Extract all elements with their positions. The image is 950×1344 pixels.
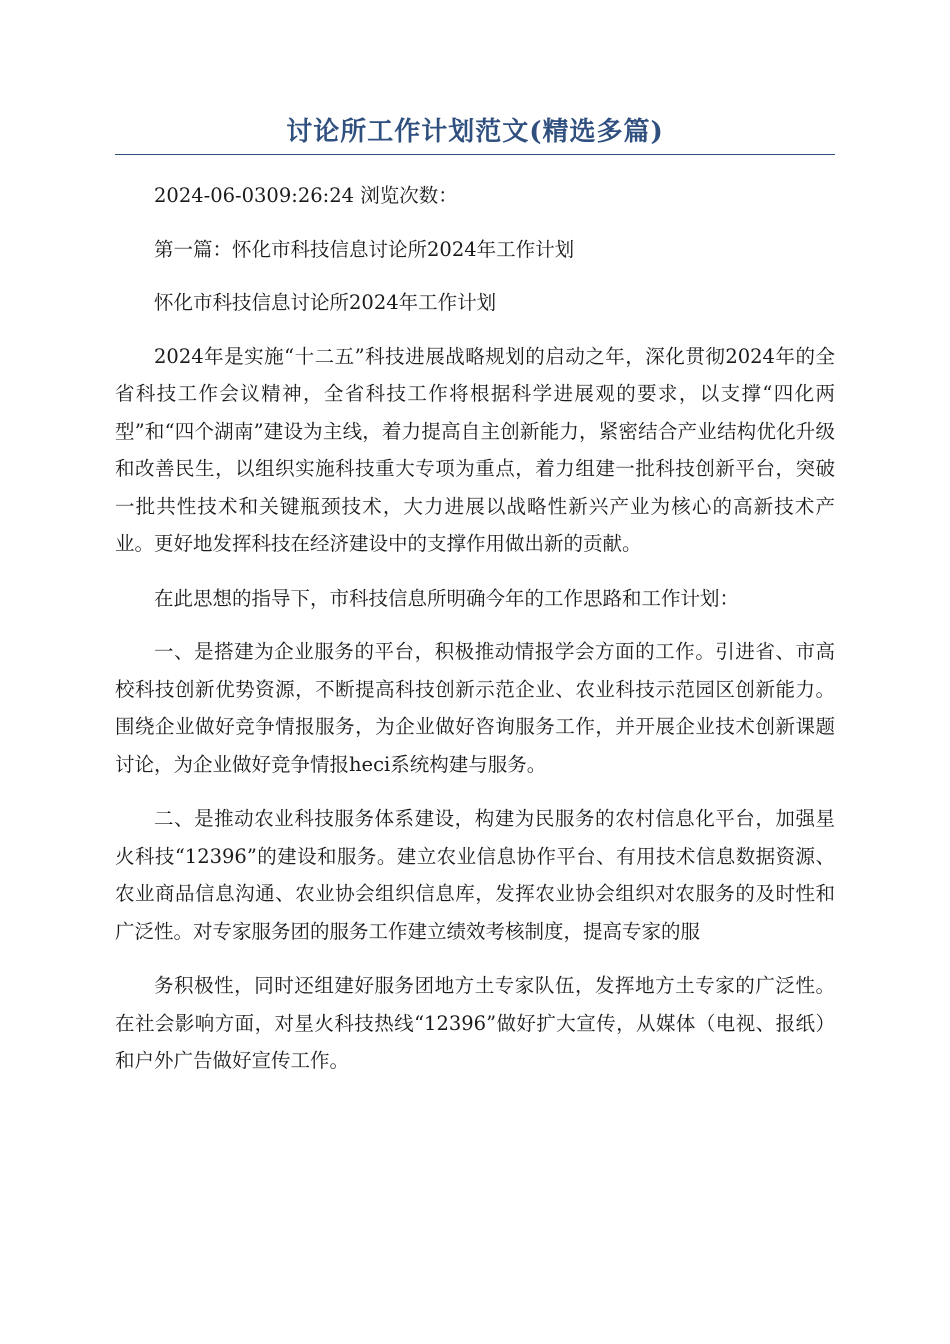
section-heading: 怀化市科技信息讨论所2024年工作计划 [154,291,497,314]
paragraph-item-2: 二、是推动农业科技服务体系建设，构建为民服务的农村信息化平台，加强星火科技“12396”的建设和服务。建立农业信息协作平台、有用技术信息数据资源、农业商品信息沟通、农业协会组织信息库，发挥农业协会组织对农服务的及时性和广泛性。对专家服务团的服务工作建立绩效考核制度，提高专家的服 [115,807,835,943]
document-page [115,112,835,1097]
paragraph-item-2-continued: 务积极性，同时还组建好服务团地方土专家队伍，发挥地方土专家的广泛性。在社会影响方面，对星火科技热线“12396”做好扩大宣传，从媒体（电视、报纸）和户外广告做好宣传工作。 [115,974,835,1072]
paragraph-item-1: 一、是搭建为企业服务的平台，积极推动情报学会方面的工作。引进省、市高校科技创新优势资源，不断提高科技创新示范企业、农业科技示范园区创新能力。围绕企业做好竞争情报服务，为企业做好咨询服务工作，并开展企业技术创新课题讨论，为企业做好竞争情报heci系统构建与服务。 [115,640,835,776]
meta-line: 2024-06-0309:26:24 浏览次数： [154,184,458,207]
paragraph-intro: 2024年是实施“十二五”科技进展战略规划的启动之年，深化贯彻2024年的全省科技工作会议精神，全省科技工作将根据科学进展观的要求，以支撑“四化两型”和“四个湖南”建设为主线，着力提高自主创新能力，紧密结合产业结构优化升级和改善民生，以组织实施科技重大专项为重点，着力组建一批科技创新平台，突破一批共性技术和关键瓶颈技术，大力进展以战略性新兴产业为核心的高新技术产业。更好地发挥科技在经济建设中的支撑作用做出新的贡献。 [115,344,835,555]
document-body [115,177,835,1080]
chapter-heading: 第一篇：怀化市科技信息讨论所2024年工作计划 [154,237,575,261]
document-title: 讨论所工作计划范文(精选多篇) [115,112,835,155]
paragraph-guideline: 在此思想的指导下，市科技信息所明确今年的工作思路和工作计划： [154,586,740,610]
